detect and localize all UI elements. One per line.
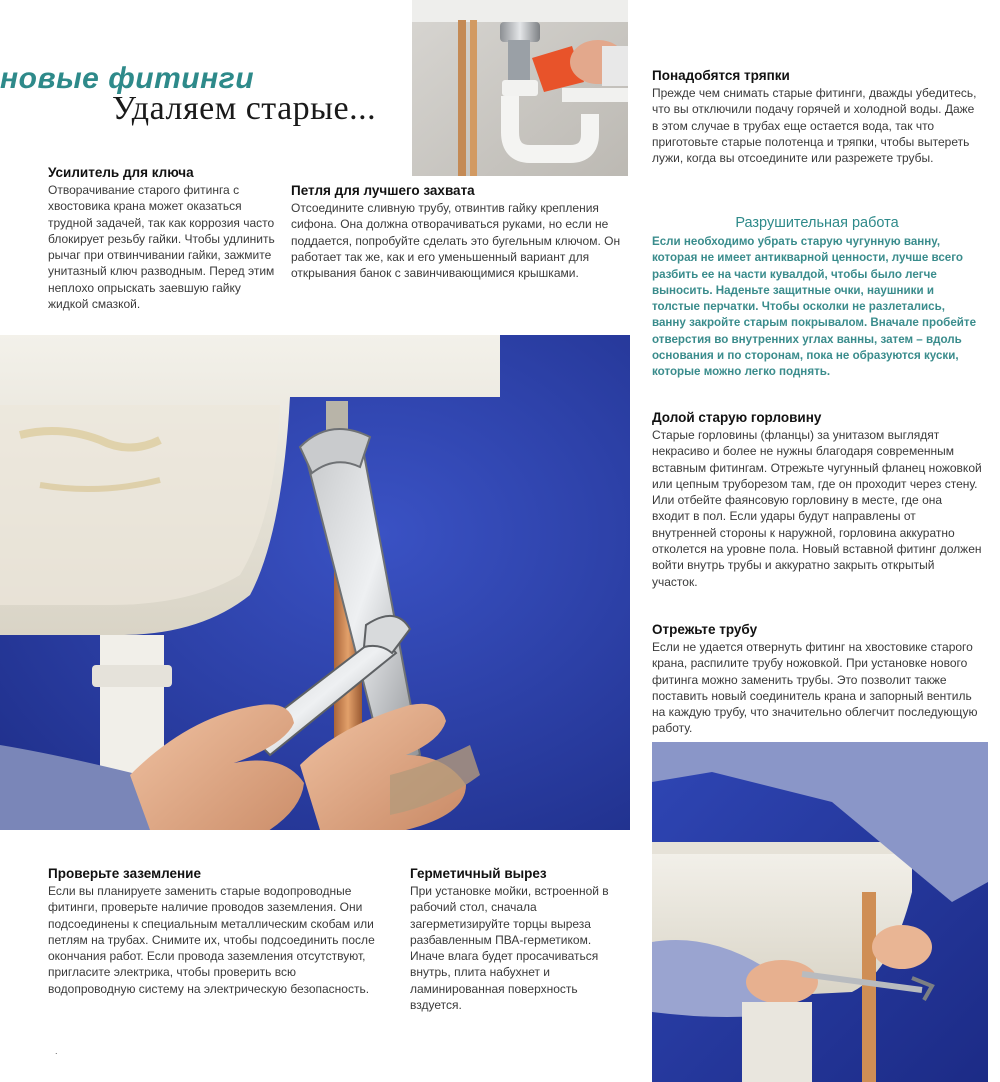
page-mark: . [55,1046,58,1056]
callout-demolition [652,215,982,381]
section-wrench-extender [48,165,280,312]
section-old-flange [652,410,982,590]
section-title: Долой старую горловину [652,410,822,425]
headline: Удаляем старые... [112,90,377,127]
callout-title: Разрушительная работа [735,215,899,231]
kicker-title: новые фитинги [0,62,255,95]
section-title: Понадобятся тряпки [652,68,790,83]
section-title: Петля для лучшего захвата [291,183,475,198]
section-title: Проверьте заземление [48,866,201,881]
section-text: Отсоедините сливную трубу, отвинтив гайку крепления сифона. Она должна отворачиваться руками, но если не поддается, попробуйте сделать это бугельным ключом. Он работает так же, как и его уменьшенный вариант для открывания банок с завинчивающимися крышками. [291,201,621,281]
section-text: При установке мойки, встроенной в рабочий стол, сначала загерметизируйте торцы выреза разбавленным ПВА-герметиком. Иначе влага будет просачиваться внутрь, плита набухнет и ламинированная поверхность вздуется. [410,884,609,1013]
section-sealed-cutout [410,866,628,1013]
section-text: Прежде чем снимать старые фитинги, дважды убедитесь, что вы отключили подачу горячей и холодной воды. Даже в этом случае в трубах еще остается вода, так что приготовьте старые полотенца и тряпки, чтобы вытереть лужи, когда вы отсоедините или разрежете трубы. [652,86,977,166]
section-text: Отворачивание старого фитинга с хвостовика крана может оказаться трудной задачей, так как коррозия часто блокирует резьбу гайки. Чтобы удлинить рычаг при отвинчивании гайки, зажмите унитазный ключ разводным. Перед этим неплохо опрыскать заевшую гайку жидкой смазкой. [48,183,275,312]
section-title: Усилитель для ключа [48,165,194,180]
siphon-photo [412,0,628,176]
section-cut-pipe [652,622,982,737]
section-title: Герметичный вырез [410,866,547,881]
hacksaw-photo [652,742,988,1082]
section-rags [652,68,980,166]
section-title: Отрежьте трубу [652,622,758,637]
wrench-photo [0,335,630,830]
section-text: Если не удается отвернуть фитинг на хвостовике старого крана, распилите трубу ножовкой. При установке нового фитинга можно заменить трубы. Это позволит также поставить новый соединитель крана и запорный вентиль на каждую трубу, что значительно облегчит последующую работу. [652,640,978,736]
callout-text: Если необходимо убрать старую чугунную ванну, которая не имеет антикварной ценности, лучше всего разбить ее на части кувалдой, чтобы было легче выносить. Наденьте защитные очки, наушники и толстые перчатки. Чтобы осколки не разлетались, ванну закройте старым покрывалом. Вначале пробейте отверстия во внутренних углах ванны, затем – вдоль основания и по сторонам, пока не образуются куски, которые можно легко поднять. [652,235,977,379]
section-text: Если вы планируете заменить старые водопроводные фитинги, проверьте наличие проводов заземления. Они подсоединены к специальным металлическим скобам или петлям на трубах. Снимите их, чтобы подсоединить после окончания работ. Если провода заземления отсутствуют, пригласите электрика, чтобы проверить всю водопроводную систему на электрическую безопасность. [48,884,375,996]
section-grounding [48,866,386,997]
section-loop-grip [291,183,626,281]
section-text: Старые горловины (фланцы) за унитазом выглядят некрасиво и более не нужны благодаря современным вставным фитингам. Отрежьте чугунный фланец ножовкой или цепным труборезом там, где он проходит через стену. Или отбейте фаянсовую горловину в месте, где она входит в пол. Если удары будут направлены от внутренней стороны к наружной, горловина аккуратно отколется на уровне пола. Новый вставной фитинг должен войти внутрь трубы и аккуратно закрыть открытый участок. [652,428,982,589]
